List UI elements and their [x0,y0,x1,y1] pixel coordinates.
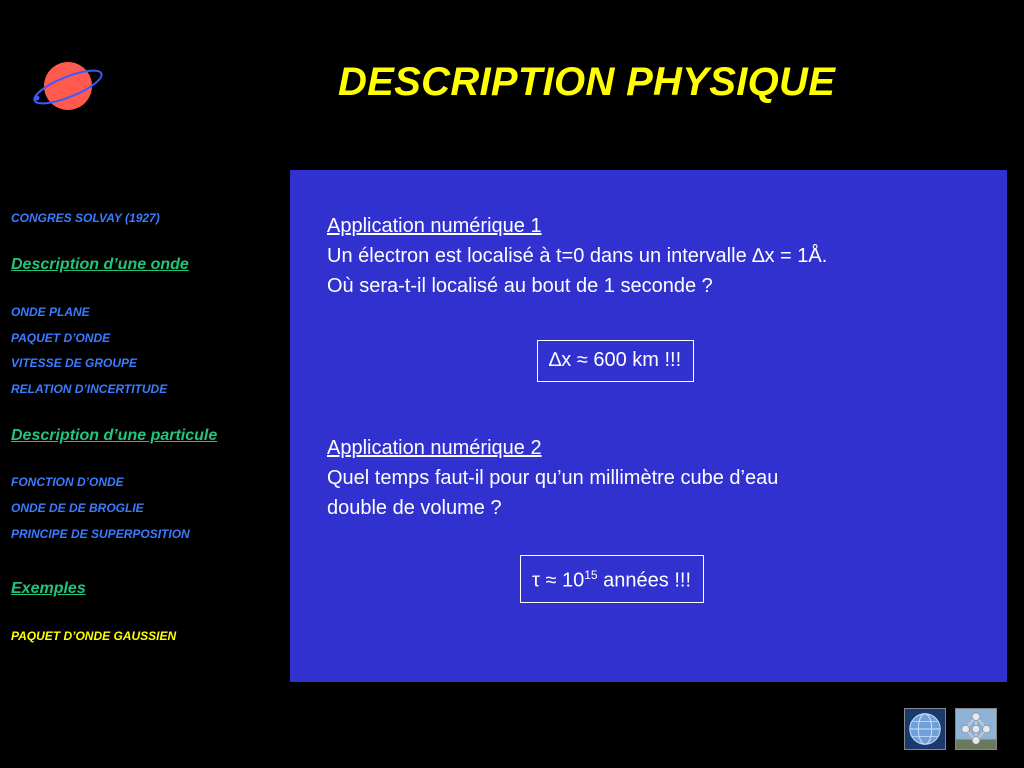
nav-item-paquet-gaussien[interactable]: PAQUET D’ONDE GAUSSIEN [11,629,177,643]
application-2-line-1: Quel temps faut-il pour qu’un millimètre cube d’eau [327,467,779,489]
answer-box-2 [520,555,704,603]
nav-item-congres-solvay[interactable]: CONGRES SOLVAY (1927) [11,211,160,225]
application-2-line-2: double de volume ? [327,497,502,519]
application-1-line-1: Un électron est localisé à t=0 dans un intervalle ∆x = 1Å. [327,245,828,267]
planet-orbit-icon [30,56,110,116]
application-1-heading: Application numérique 1 [327,215,542,237]
answer-2-suffix: années !!! [597,569,692,592]
application-1 [327,211,827,301]
nav-item-paquet-onde[interactable]: PAQUET D’ONDE [11,331,111,345]
answer-2-prefix: τ ≈ 10 [532,569,585,592]
nav-item-relation-incertitude[interactable]: RELATION D’INCERTITUDE [11,382,168,396]
globe-thumbnail-icon[interactable] [904,708,946,750]
answer-2-exponent: 15 [584,568,598,582]
nav-item-fonction-onde[interactable]: FONCTION D’ONDE [11,475,124,489]
answer-box-1 [537,340,694,382]
answer-1-text: ∆x ≈ 600 km !!! [549,349,682,371]
nav-section-description-onde[interactable]: Description d’une onde [11,256,189,273]
nav-item-onde-broglie[interactable]: ONDE DE DE BROGLIE [11,501,144,515]
application-2-heading: Application numérique 2 [327,437,542,459]
nav-section-description-particule[interactable]: Description d’une particule [11,427,218,444]
nav-section-exemples[interactable]: Exemples [11,580,86,597]
application-2 [327,433,778,523]
application-1-line-2: Où sera-t-il localisé au bout de 1 seconde ? [327,275,713,297]
nav-item-principe-superposition[interactable]: PRINCIPE DE SUPERPOSITION [11,527,190,541]
nav-item-vitesse-groupe[interactable]: VITESSE DE GROUPE [11,356,138,370]
atomium-thumbnail-icon[interactable] [955,708,997,750]
content-panel [290,170,1007,682]
nav-item-onde-plane[interactable]: ONDE PLANE [11,305,90,319]
page-title: DESCRIPTION PHYSIQUE [338,60,836,104]
